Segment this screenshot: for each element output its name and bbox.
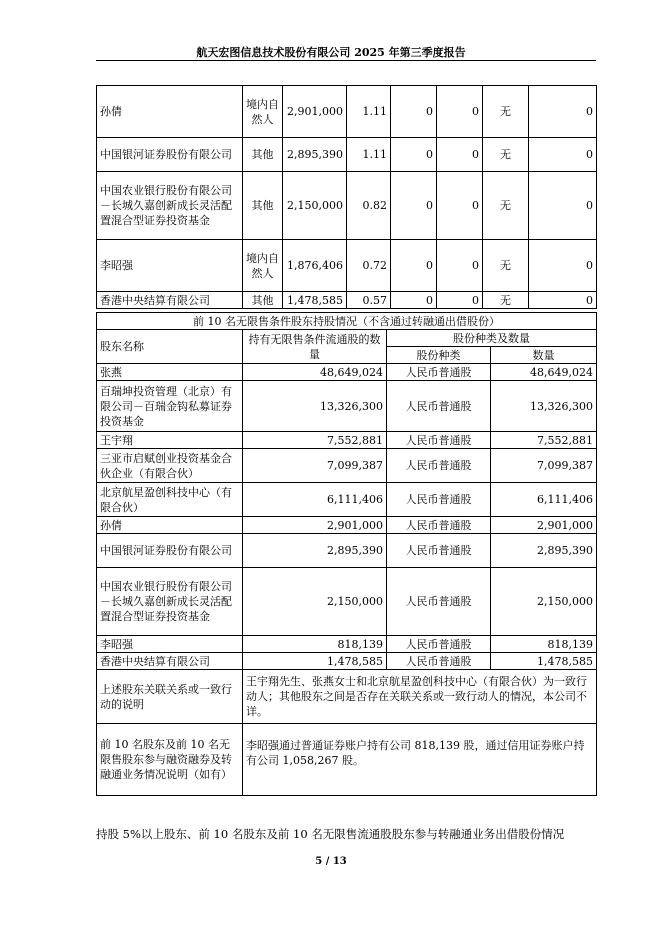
holder-name: 北京航星盈创科技中心（有限合伙） — [97, 483, 243, 517]
holder-name: 中国农业银行股份有限公司－长城久嘉创新成长灵活配置混合型证券投资基金 — [97, 568, 243, 636]
share-kind: 人民币普通股 — [387, 483, 491, 517]
holder-shares: 2,901,000 — [283, 86, 347, 138]
holder-shares: 2,895,390 — [283, 138, 347, 172]
share-kind: 人民币普通股 — [387, 364, 491, 381]
share-amount: 13,326,300 — [491, 381, 597, 432]
holder-pct: 0.72 — [347, 240, 391, 292]
table-row — [97, 483, 597, 517]
table-row — [97, 517, 597, 534]
holder-pledge-qty: 0 — [529, 86, 597, 138]
holder-pledge-qty: 0 — [529, 292, 597, 309]
holder-qty: 2,895,390 — [243, 534, 387, 568]
top10-holders-table-continued — [96, 85, 597, 309]
holder-pct: 0.82 — [347, 172, 391, 240]
holder-restricted: 0 — [391, 292, 437, 309]
share-kind: 人民币普通股 — [387, 432, 491, 449]
holder-pledge-qty: 0 — [529, 138, 597, 172]
section-caption: 持股 5%以上股东、前 10 名股东及前 10 名无限售流通股股东参与转融通业务出借股份情况 — [96, 827, 565, 841]
col-holder-name: 股东名称 — [97, 330, 243, 364]
share-amount: 7,552,881 — [491, 432, 597, 449]
table-title-row — [97, 313, 597, 330]
share-kind: 人民币普通股 — [387, 381, 491, 432]
holder-pledge-status: 无 — [483, 240, 529, 292]
share-kind: 人民币普通股 — [387, 568, 491, 636]
holder-pledge-status: 无 — [483, 86, 529, 138]
holder-pledge-status: 无 — [483, 138, 529, 172]
holder-pct: 0.57 — [347, 292, 391, 309]
holder-pledge-qty: 0 — [529, 240, 597, 292]
related-party-note-row — [97, 670, 597, 724]
holder-name: 王宇翔 — [97, 432, 243, 449]
margin-trading-note-row — [97, 724, 597, 796]
page-header: 航天宏图信息技术股份有限公司 2025 年第三季度报告 — [196, 46, 466, 59]
holder-name: 中国农业银行股份有限公司－长城久嘉创新成长灵活配置混合型证券投资基金 — [97, 172, 243, 240]
holder-pledge-status: 无 — [483, 292, 529, 309]
holder-restricted: 0 — [391, 240, 437, 292]
share-amount: 1,478,585 — [491, 653, 597, 670]
holder-type: 境内自然人 — [243, 240, 283, 292]
col-share-type-group: 股份种类及数量 — [387, 330, 597, 347]
holder-restricted: 0 — [391, 138, 437, 172]
holder-name: 中国银河证券股份有限公司 — [97, 534, 243, 568]
holder-type: 其他 — [243, 292, 283, 309]
holder-shares: 1,478,585 — [283, 292, 347, 309]
holder-shares: 1,876,406 — [283, 240, 347, 292]
table-row — [97, 292, 597, 309]
share-kind: 人民币普通股 — [387, 449, 491, 483]
holder-qty: 6,111,406 — [243, 483, 387, 517]
holder-type: 其他 — [243, 172, 283, 240]
holder-pledged-incl: 0 — [437, 172, 483, 240]
holder-pct: 1.11 — [347, 86, 391, 138]
table-row — [97, 86, 597, 138]
header-rule — [96, 60, 596, 61]
table-row — [97, 240, 597, 292]
holder-name: 孙倩 — [97, 517, 243, 534]
holder-name: 香港中央结算有限公司 — [97, 653, 243, 670]
table-row — [97, 653, 597, 670]
share-amount: 2,901,000 — [491, 517, 597, 534]
margin-trading-note-text: 李昭强通过普通证券账户持有公司 818,139 股，通过信用证券账户持有公司 1,058,267 股。 — [243, 724, 597, 796]
holder-name: 中国银河证券股份有限公司 — [97, 138, 243, 172]
table-row — [97, 138, 597, 172]
table-row — [97, 432, 597, 449]
col-unrestricted-qty: 持有无限售条件流通股的数量 — [243, 330, 387, 364]
header-row — [97, 330, 597, 347]
margin-trading-note-label: 前 10 名股东及前 10 名无限售股东参与融资融券及转融通业务情况说明（如有） — [97, 724, 243, 796]
holder-restricted: 0 — [391, 86, 437, 138]
col-share-amount: 数量 — [491, 347, 597, 364]
table-row — [97, 364, 597, 381]
holder-pledge-qty: 0 — [529, 172, 597, 240]
page-number: 5 / 13 — [315, 856, 347, 867]
table-row — [97, 449, 597, 483]
holder-qty: 7,552,881 — [243, 432, 387, 449]
holder-name: 百瑞坤投资管理（北京）有限公司－百瑞金钩私募证券投资基金 — [97, 381, 243, 432]
holder-qty: 1,478,585 — [243, 653, 387, 670]
table-row — [97, 172, 597, 240]
holder-shares: 2,150,000 — [283, 172, 347, 240]
holder-qty: 13,326,300 — [243, 381, 387, 432]
holder-name: 李昭强 — [97, 636, 243, 653]
holder-pledged-incl: 0 — [437, 86, 483, 138]
holder-restricted: 0 — [391, 172, 437, 240]
share-amount: 6,111,406 — [491, 483, 597, 517]
share-amount: 818,139 — [491, 636, 597, 653]
holder-type: 其他 — [243, 138, 283, 172]
share-amount: 2,150,000 — [491, 568, 597, 636]
holder-qty: 2,150,000 — [243, 568, 387, 636]
share-amount: 2,895,390 — [491, 534, 597, 568]
holder-qty: 2,901,000 — [243, 517, 387, 534]
holder-pct: 1.11 — [347, 138, 391, 172]
holder-qty: 48,649,024 — [243, 364, 387, 381]
share-amount: 7,099,387 — [491, 449, 597, 483]
holder-name: 李昭强 — [97, 240, 243, 292]
related-party-note-text: 王宇翔先生、张燕女士和北京航星盈创科技中心（有限合伙）为一致行动人；其他股东之间是否存在关联关系或一致行动人的情况，本公司不详。 — [243, 670, 597, 724]
holder-pledged-incl: 0 — [437, 292, 483, 309]
holder-pledged-incl: 0 — [437, 138, 483, 172]
col-share-kind: 股份种类 — [387, 347, 491, 364]
table-row — [97, 534, 597, 568]
table-title: 前 10 名无限售条件股东持股情况（不含通过转融通出借股份） — [97, 313, 597, 330]
holder-type: 境内自然人 — [243, 86, 283, 138]
share-kind: 人民币普通股 — [387, 517, 491, 534]
share-kind: 人民币普通股 — [387, 636, 491, 653]
holder-name: 三亚市启赋创业投资基金合伙企业（有限合伙） — [97, 449, 243, 483]
holder-name: 张燕 — [97, 364, 243, 381]
holder-pledged-incl: 0 — [437, 240, 483, 292]
share-kind: 人民币普通股 — [387, 653, 491, 670]
related-party-note-label: 上述股东关联关系或一致行动的说明 — [97, 670, 243, 724]
holder-name: 香港中央结算有限公司 — [97, 292, 243, 309]
table-row — [97, 381, 597, 432]
unrestricted-holders-table — [96, 312, 597, 796]
holder-qty: 7,099,387 — [243, 449, 387, 483]
table-row — [97, 636, 597, 653]
holder-qty: 818,139 — [243, 636, 387, 653]
share-amount: 48,649,024 — [491, 364, 597, 381]
table-row — [97, 568, 597, 636]
holder-pledge-status: 无 — [483, 172, 529, 240]
holder-name: 孙倩 — [97, 86, 243, 138]
share-kind: 人民币普通股 — [387, 534, 491, 568]
